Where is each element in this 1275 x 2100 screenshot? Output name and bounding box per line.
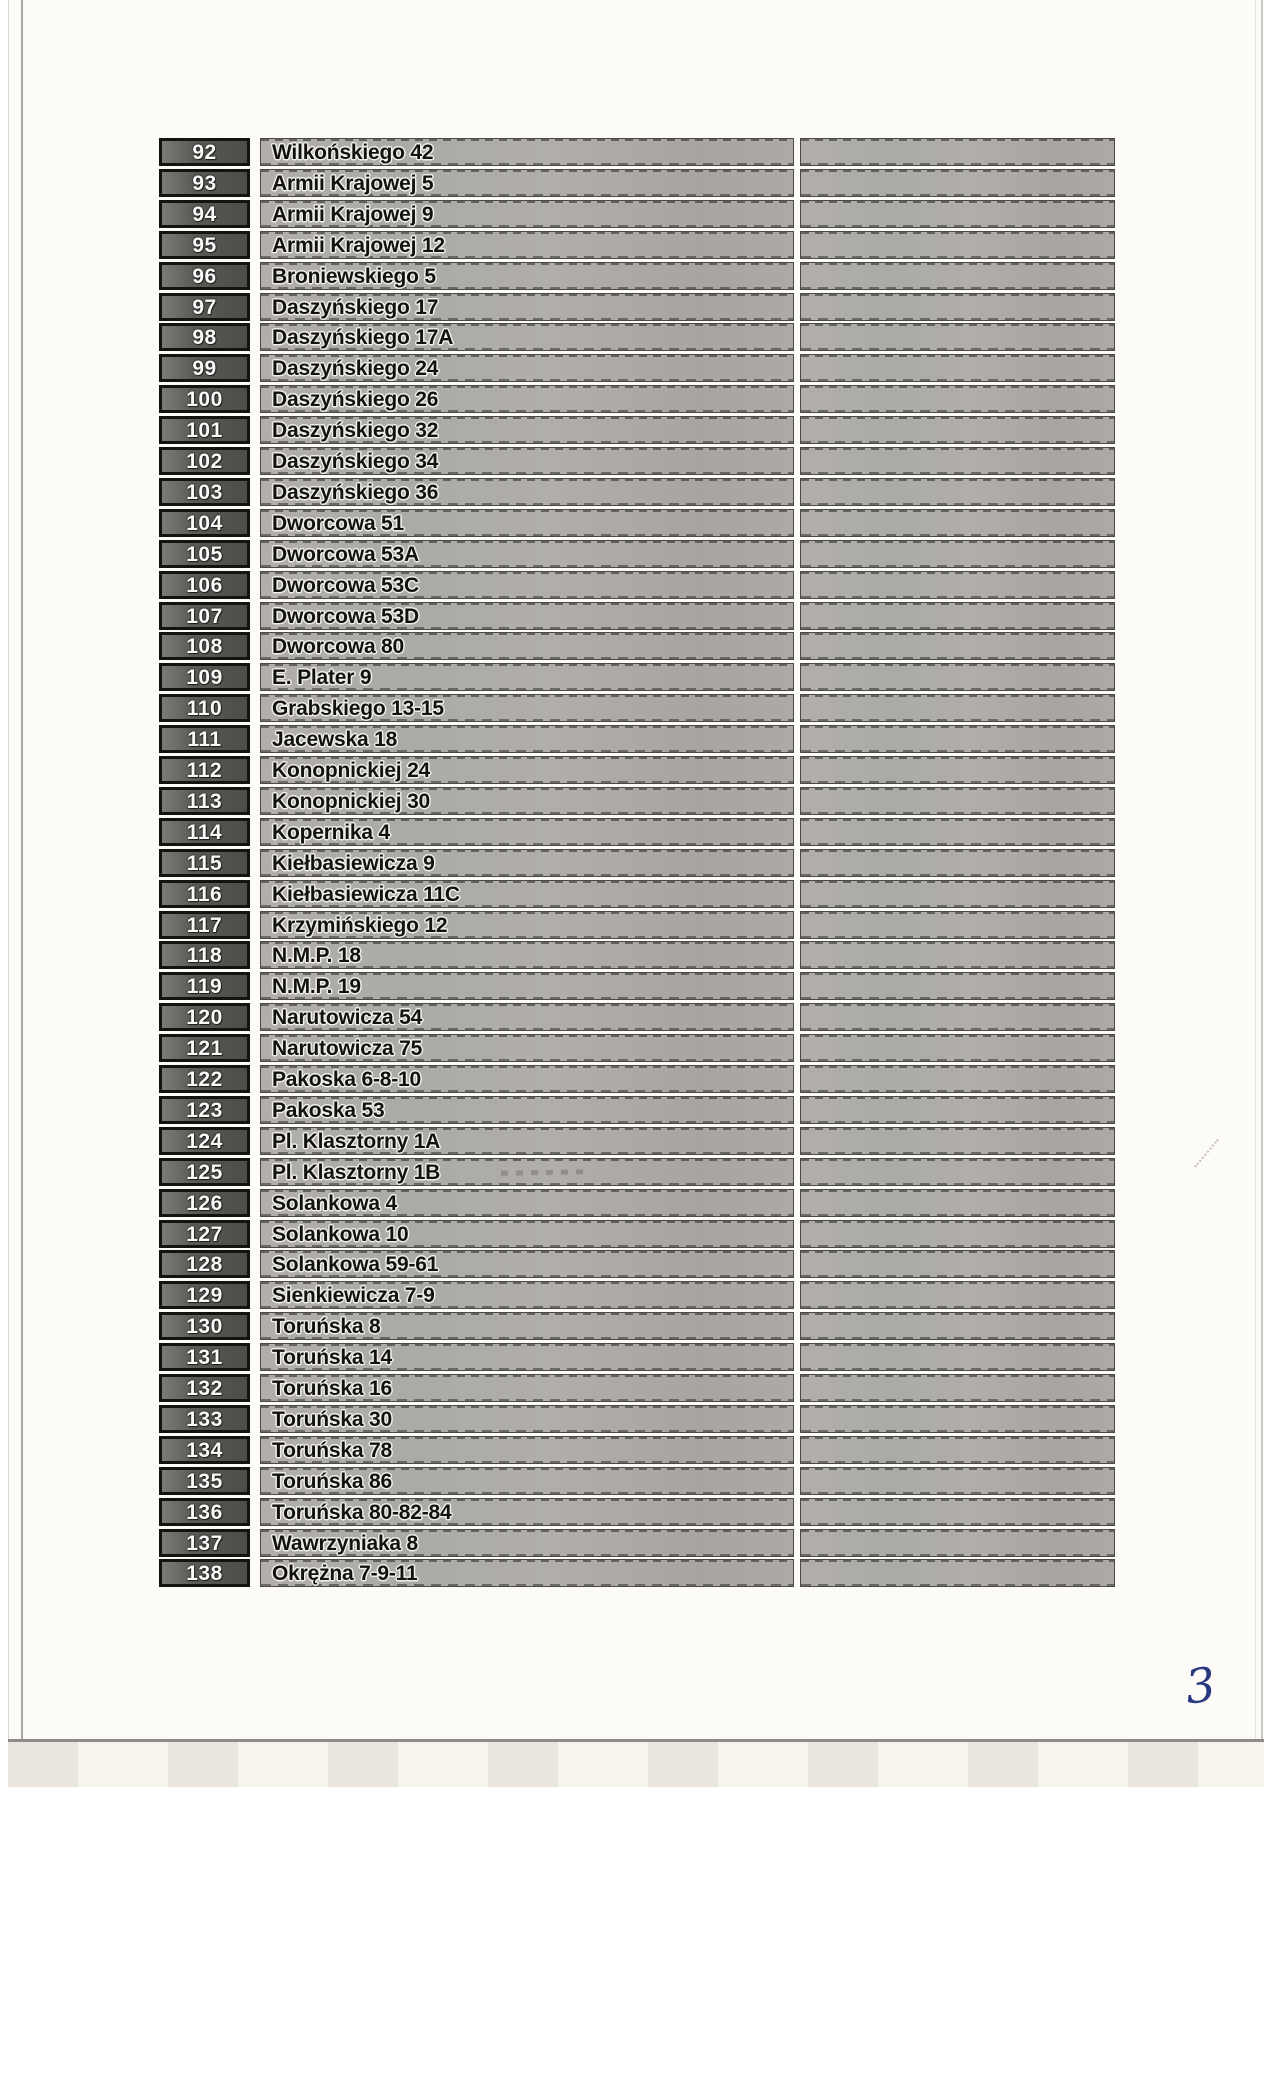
row-number: 94 <box>192 202 217 226</box>
address-text: Toruńska 78 <box>272 1438 392 1462</box>
address-text: Sienkiewicza 7-9 <box>272 1283 435 1307</box>
empty-notes-cell <box>800 416 1115 444</box>
empty-notes-cell <box>800 1498 1115 1526</box>
row-number-badge <box>159 416 250 444</box>
address-cell <box>260 1405 794 1433</box>
empty-notes-cell <box>800 1467 1115 1495</box>
table-row <box>159 941 1115 969</box>
table-row <box>159 1312 1115 1340</box>
address-cell <box>260 200 794 228</box>
row-number: 103 <box>186 480 223 504</box>
row-number: 138 <box>186 1561 223 1585</box>
row-number-badge <box>159 231 250 259</box>
row-number-badge <box>159 663 250 691</box>
address-cell <box>260 354 794 382</box>
address-cell <box>260 1096 794 1124</box>
empty-notes-cell <box>800 756 1115 784</box>
row-number-badge <box>159 323 250 351</box>
row-number: 120 <box>186 1005 223 1029</box>
address-cell <box>260 1467 794 1495</box>
row-number-badge <box>159 632 250 660</box>
row-number: 134 <box>186 1438 223 1462</box>
row-number-badge <box>159 1034 250 1062</box>
address-cell <box>260 509 794 537</box>
address-text: Jacewska 18 <box>272 727 398 751</box>
row-number-badge <box>159 354 250 382</box>
address-cell <box>260 1498 794 1526</box>
row-number-badge <box>159 262 250 290</box>
row-number-badge <box>159 1189 250 1217</box>
table-row <box>159 1281 1115 1309</box>
row-number: 125 <box>186 1160 223 1184</box>
row-number: 116 <box>186 882 223 906</box>
row-number: 132 <box>186 1376 223 1400</box>
table-row <box>159 478 1115 506</box>
row-number: 123 <box>186 1098 223 1122</box>
address-cell <box>260 385 794 413</box>
row-number: 97 <box>192 295 217 319</box>
row-number-badge <box>159 1467 250 1495</box>
table-row <box>159 540 1115 568</box>
row-number-badge <box>159 756 250 784</box>
table-row <box>159 1220 1115 1248</box>
address-cell <box>260 1250 794 1278</box>
address-text: Konopnickiej 30 <box>272 789 431 813</box>
table-row <box>159 972 1115 1000</box>
row-number: 96 <box>192 264 217 288</box>
address-text: Solankowa 59-61 <box>272 1252 439 1276</box>
row-number-badge <box>159 972 250 1000</box>
row-number-badge <box>159 571 250 599</box>
row-number-badge <box>159 385 250 413</box>
row-number: 95 <box>192 233 217 257</box>
paper-left-outer-edge <box>8 0 9 1742</box>
address-cell <box>260 571 794 599</box>
address-text: Pl. Klasztorny 1A <box>272 1129 441 1153</box>
address-cell <box>260 1065 794 1093</box>
address-text: Dworcowa 53D <box>272 604 419 628</box>
row-number-badge <box>159 1096 250 1124</box>
address-text: Armii Krajowej 12 <box>272 233 445 257</box>
address-text: Wilkońskiego 42 <box>272 140 434 164</box>
address-text: E. Plater 9 <box>272 665 372 689</box>
row-number-badge <box>159 941 250 969</box>
address-text: Toruńska 80-82-84 <box>272 1500 452 1524</box>
empty-notes-cell <box>800 1374 1115 1402</box>
row-number-badge <box>159 602 250 630</box>
address-cell <box>260 1529 794 1557</box>
address-text: Solankowa 10 <box>272 1222 409 1246</box>
empty-notes-cell <box>800 602 1115 630</box>
address-text: Armii Krajowej 5 <box>272 171 434 195</box>
address-text: Solankowa 4 <box>272 1191 398 1215</box>
empty-notes-cell <box>800 632 1115 660</box>
empty-notes-cell <box>800 200 1115 228</box>
row-number: 128 <box>186 1252 223 1276</box>
table-row <box>159 354 1115 382</box>
handwritten-page-number: 3 <box>1182 1657 1219 1716</box>
empty-notes-cell <box>800 818 1115 846</box>
row-number-badge <box>159 911 250 939</box>
table-row <box>159 1003 1115 1031</box>
table-row <box>159 1096 1115 1124</box>
address-cell <box>260 1034 794 1062</box>
table-row <box>159 880 1115 908</box>
address-text: Kiełbasiewicza 9 <box>272 851 435 875</box>
address-text: Toruńska 14 <box>272 1345 392 1369</box>
empty-notes-cell <box>800 509 1115 537</box>
empty-notes-cell <box>800 787 1115 815</box>
empty-notes-cell <box>800 1034 1115 1062</box>
row-number: 131 <box>186 1345 223 1369</box>
paper-right-inner-edge <box>1255 0 1256 1742</box>
paper-right-outer-edge <box>1261 0 1263 1742</box>
row-number-badge <box>159 138 250 166</box>
table-row <box>159 571 1115 599</box>
empty-notes-cell <box>800 1436 1115 1464</box>
table-row <box>159 663 1115 691</box>
row-number: 127 <box>186 1222 223 1246</box>
row-number-badge <box>159 1312 250 1340</box>
table-row <box>159 787 1115 815</box>
row-number: 133 <box>186 1407 223 1431</box>
address-text: Pakoska 53 <box>272 1098 385 1122</box>
address-text: Toruńska 8 <box>272 1314 381 1338</box>
address-text: Toruńska 30 <box>272 1407 392 1431</box>
address-text: Pakoska 6-8-10 <box>272 1067 421 1091</box>
address-cell <box>260 1436 794 1464</box>
address-cell <box>260 941 794 969</box>
row-number-badge <box>159 540 250 568</box>
row-number: 137 <box>186 1531 223 1555</box>
address-text: Dworcowa 53C <box>272 573 419 597</box>
row-number-badge <box>159 478 250 506</box>
empty-notes-cell <box>800 354 1115 382</box>
row-number-badge <box>159 1220 250 1248</box>
empty-notes-cell <box>800 540 1115 568</box>
table-row <box>159 849 1115 877</box>
empty-notes-cell <box>800 1158 1115 1186</box>
address-text: Krzymińskiego 12 <box>272 913 448 937</box>
row-number: 104 <box>186 511 223 535</box>
table-row <box>159 416 1115 444</box>
row-number: 106 <box>186 573 223 597</box>
address-text: Grabskiego 13-15 <box>272 696 444 720</box>
address-text: Toruńska 86 <box>272 1469 392 1493</box>
row-number: 100 <box>186 387 223 411</box>
address-text: Dworcowa 53A <box>272 542 419 566</box>
address-text: Wawrzyniaka 8 <box>272 1531 419 1555</box>
scanner-edge-strip <box>8 1742 1264 1787</box>
address-text: Narutowicza 54 <box>272 1005 423 1029</box>
row-number: 99 <box>192 356 217 380</box>
table-row <box>159 602 1115 630</box>
address-text: Narutowicza 75 <box>272 1036 423 1060</box>
row-number-badge <box>159 1158 250 1186</box>
address-cell <box>260 1127 794 1155</box>
address-text: Daszyńskiego 32 <box>272 418 439 442</box>
address-text: Dworcowa 51 <box>272 511 405 535</box>
row-number-badge <box>159 880 250 908</box>
table-row <box>159 1343 1115 1371</box>
empty-notes-cell <box>800 293 1115 321</box>
empty-notes-cell <box>800 911 1115 939</box>
empty-notes-cell <box>800 1559 1115 1587</box>
empty-notes-cell <box>800 1250 1115 1278</box>
address-cell <box>260 1343 794 1371</box>
table-row <box>159 1498 1115 1526</box>
address-cell <box>260 694 794 722</box>
address-cell <box>260 478 794 506</box>
row-number: 101 <box>186 418 223 442</box>
address-cell <box>260 911 794 939</box>
address-cell <box>260 818 794 846</box>
row-number: 113 <box>186 789 223 813</box>
address-text: N.M.P. 18 <box>272 943 361 967</box>
row-number-badge <box>159 787 250 815</box>
row-number-badge <box>159 1003 250 1031</box>
table-row <box>159 1034 1115 1062</box>
empty-notes-cell <box>800 169 1115 197</box>
row-number: 110 <box>186 696 223 720</box>
empty-notes-cell <box>800 1312 1115 1340</box>
empty-notes-cell <box>800 941 1115 969</box>
row-number: 122 <box>186 1067 223 1091</box>
empty-notes-cell <box>800 1096 1115 1124</box>
empty-notes-cell <box>800 694 1115 722</box>
row-number: 126 <box>186 1191 223 1215</box>
row-number-badge <box>159 1498 250 1526</box>
address-text: Okrężna 7-9-11 <box>272 1561 418 1585</box>
row-number: 108 <box>186 634 223 658</box>
row-number-badge <box>159 1559 250 1587</box>
address-text: Daszyńskiego 17A <box>272 325 454 349</box>
empty-notes-cell <box>800 1065 1115 1093</box>
row-number-badge <box>159 1374 250 1402</box>
row-number-badge <box>159 725 250 753</box>
address-cell <box>260 1312 794 1340</box>
empty-notes-cell <box>800 571 1115 599</box>
address-text: Kopernika 4 <box>272 820 391 844</box>
table-row <box>159 293 1115 321</box>
address-cell <box>260 1374 794 1402</box>
row-number: 118 <box>186 943 223 967</box>
empty-notes-cell <box>800 385 1115 413</box>
address-cell <box>260 1559 794 1587</box>
table-row <box>159 138 1115 166</box>
empty-notes-cell <box>800 972 1115 1000</box>
table-row <box>159 200 1115 228</box>
table-row <box>159 725 1115 753</box>
table-row <box>159 231 1115 259</box>
empty-notes-cell <box>800 1189 1115 1217</box>
table-row <box>159 1158 1115 1186</box>
address-cell <box>260 632 794 660</box>
address-text: Kiełbasiewicza 11C <box>272 882 460 906</box>
row-number-badge <box>159 200 250 228</box>
address-cell <box>260 262 794 290</box>
table-row <box>159 447 1115 475</box>
address-cell <box>260 1220 794 1248</box>
row-number-badge <box>159 1281 250 1309</box>
row-number: 114 <box>186 820 223 844</box>
table-row <box>159 1250 1115 1278</box>
empty-notes-cell <box>800 478 1115 506</box>
table-row <box>159 1529 1115 1557</box>
row-number-badge <box>159 1343 250 1371</box>
address-text: Daszyńskiego 24 <box>272 356 439 380</box>
empty-notes-cell <box>800 880 1115 908</box>
row-number: 129 <box>186 1283 223 1307</box>
row-number: 130 <box>186 1314 223 1338</box>
table-row <box>159 509 1115 537</box>
address-cell <box>260 1003 794 1031</box>
row-number: 112 <box>186 758 223 782</box>
row-number-badge <box>159 1529 250 1557</box>
row-number: 136 <box>186 1500 223 1524</box>
address-text: N.M.P. 19 <box>272 974 361 998</box>
row-number: 93 <box>192 171 217 195</box>
row-number: 121 <box>186 1036 223 1060</box>
empty-notes-cell <box>800 725 1115 753</box>
empty-notes-cell <box>800 231 1115 259</box>
table-row <box>159 169 1115 197</box>
address-cell <box>260 725 794 753</box>
address-text: Dworcowa 80 <box>272 634 405 658</box>
address-cell <box>260 447 794 475</box>
empty-notes-cell <box>800 663 1115 691</box>
address-table <box>159 0 1115 1742</box>
row-number-badge <box>159 694 250 722</box>
row-number-badge <box>159 169 250 197</box>
paper-left-inner-edge <box>21 0 23 1742</box>
row-number: 109 <box>186 665 223 689</box>
row-number: 111 <box>187 727 222 751</box>
address-cell <box>260 293 794 321</box>
row-number: 92 <box>192 140 217 164</box>
address-cell <box>260 756 794 784</box>
address-text: Daszyńskiego 26 <box>272 387 439 411</box>
table-row <box>159 1127 1115 1155</box>
row-number: 98 <box>192 325 217 349</box>
address-cell <box>260 1189 794 1217</box>
row-number-badge <box>159 1127 250 1155</box>
row-number: 135 <box>186 1469 223 1493</box>
address-text: Toruńska 16 <box>272 1376 392 1400</box>
address-text: Daszyńskiego 36 <box>272 480 439 504</box>
table-row <box>159 1559 1115 1587</box>
empty-notes-cell <box>800 447 1115 475</box>
empty-notes-cell <box>800 1127 1115 1155</box>
row-number-badge <box>159 849 250 877</box>
row-number: 117 <box>186 913 223 937</box>
address-cell <box>260 323 794 351</box>
row-number: 105 <box>186 542 223 566</box>
empty-notes-cell <box>800 1529 1115 1557</box>
address-cell <box>260 602 794 630</box>
row-number: 115 <box>186 851 223 875</box>
row-number: 107 <box>186 604 223 628</box>
table-row <box>159 756 1115 784</box>
row-number: 119 <box>186 974 223 998</box>
address-cell <box>260 138 794 166</box>
row-number-badge <box>159 509 250 537</box>
address-cell <box>260 787 794 815</box>
address-text: Armii Krajowej 9 <box>272 202 434 226</box>
empty-notes-cell <box>800 1343 1115 1371</box>
address-cell <box>260 1158 794 1186</box>
row-number: 102 <box>186 449 223 473</box>
address-text: Broniewskiego 5 <box>272 264 436 288</box>
table-row <box>159 385 1115 413</box>
row-number-badge <box>159 818 250 846</box>
row-number-badge <box>159 1436 250 1464</box>
address-text: Daszyńskiego 17 <box>272 295 439 319</box>
address-text: Konopnickiej 24 <box>272 758 431 782</box>
row-number: 124 <box>186 1129 223 1153</box>
address-cell <box>260 663 794 691</box>
table-row <box>159 1405 1115 1433</box>
address-text: Daszyńskiego 34 <box>272 449 439 473</box>
table-row <box>159 632 1115 660</box>
address-cell <box>260 540 794 568</box>
empty-notes-cell <box>800 849 1115 877</box>
empty-notes-cell <box>800 1405 1115 1433</box>
empty-notes-cell <box>800 1003 1115 1031</box>
row-number-badge <box>159 293 250 321</box>
table-row <box>159 1189 1115 1217</box>
empty-notes-cell <box>800 138 1115 166</box>
empty-notes-cell <box>800 323 1115 351</box>
address-text: Pl. Klasztorny 1B <box>272 1160 441 1184</box>
table-row <box>159 911 1115 939</box>
row-number-badge <box>159 1405 250 1433</box>
address-cell <box>260 231 794 259</box>
table-row <box>159 1374 1115 1402</box>
table-row <box>159 262 1115 290</box>
table-row <box>159 1436 1115 1464</box>
address-cell <box>260 972 794 1000</box>
address-cell <box>260 849 794 877</box>
empty-notes-cell <box>800 262 1115 290</box>
address-cell <box>260 416 794 444</box>
address-cell <box>260 169 794 197</box>
empty-notes-cell <box>800 1281 1115 1309</box>
table-row <box>159 694 1115 722</box>
table-row <box>159 1065 1115 1093</box>
row-number-badge <box>159 447 250 475</box>
table-row <box>159 818 1115 846</box>
empty-notes-cell <box>800 1220 1115 1248</box>
table-row <box>159 1467 1115 1495</box>
address-cell <box>260 1281 794 1309</box>
row-number-badge <box>159 1065 250 1093</box>
address-cell <box>260 880 794 908</box>
table-row <box>159 323 1115 351</box>
row-number-badge <box>159 1250 250 1278</box>
